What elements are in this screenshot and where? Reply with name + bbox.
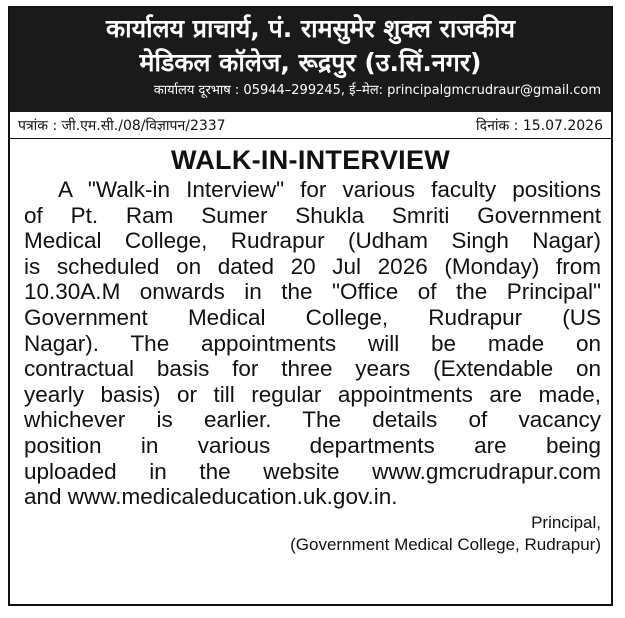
body-line: is scheduled on dated 20 Jul 2026 (Monday) from xyxy=(24,253,601,279)
walk-in-interview-notice xyxy=(8,6,613,606)
notice-body xyxy=(10,177,611,510)
header-banner xyxy=(10,8,611,112)
body-line: 10.30A.M onwards in the "Office of the Principal" xyxy=(24,279,601,305)
body-line: uploaded in the website www.gmcrudrapur.com xyxy=(24,458,601,484)
body-line: contractual basis for three years (Extendable on xyxy=(24,356,601,382)
notice-heading: WALK-IN-INTERVIEW xyxy=(170,145,451,175)
body-line: and www.medicaleducation.uk.gov.in. xyxy=(24,484,398,510)
header-contact: कार्यालय दूरभाष : 05944–299245, ई–मेल: principalgmcrudraur@gmail.com xyxy=(153,83,601,98)
body-line: Government Medical College, Rudrapur (US xyxy=(24,304,601,330)
body-line: yearly basis) or till regular appointments are made, xyxy=(24,381,601,407)
body-line: Nagar). The appointments will be made on xyxy=(24,330,601,356)
body-line: of Pt. Ram Sumer Shukla Smriti Government xyxy=(24,202,601,228)
notice-date: दिनांक : 15.07.2026 xyxy=(476,117,603,134)
signature-block xyxy=(10,512,611,556)
signature-designation: Principal, xyxy=(531,512,601,532)
letter-number: पत्रांक : जी.एम.सी./08/विज्ञापन/2337 xyxy=(18,117,226,134)
body-line: position in various departments are being xyxy=(24,432,601,458)
body-line: Medical College, Rudrapur (Udham Singh Nagar) xyxy=(24,228,601,254)
body-line: whichever is earlier. The details of vacancy xyxy=(24,407,601,433)
body-line: A "Walk-in Interview" for various faculty positions xyxy=(58,177,601,202)
header-title-line2: मेडिकल कॉलेज, रूद्रपुर (उ.सिं.नगर) xyxy=(139,48,482,77)
reference-line xyxy=(10,112,611,139)
header-title-line1: कार्यालय प्राचार्य, पं. रामसुमेर शुक्ल राजकीय xyxy=(105,14,516,43)
signature-institution: (Government Medical College, Rudrapur) xyxy=(290,534,601,554)
